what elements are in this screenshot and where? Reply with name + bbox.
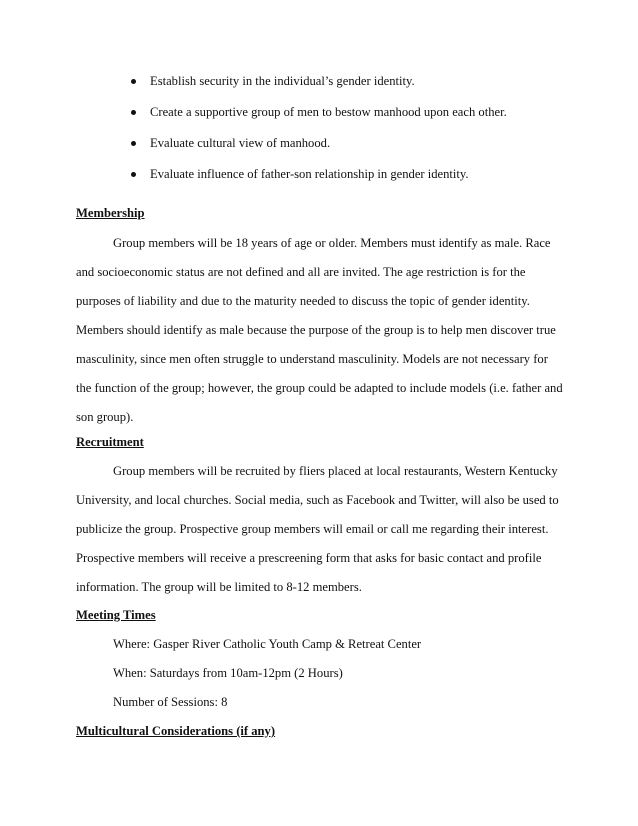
recruitment-heading: Recruitment bbox=[76, 435, 144, 449]
meeting-times-heading: Meeting Times bbox=[76, 608, 156, 622]
membership-paragraph bbox=[76, 234, 566, 437]
paragraph-line: and socioeconomic status are not defined and all are invited. The age restriction is for the bbox=[76, 265, 526, 279]
bullet-icon bbox=[131, 79, 136, 84]
paragraph-line: masculinity, since men often struggle to understand masculinity. Models are not necessary for bbox=[76, 352, 548, 366]
paragraph-line: Members should identify as male because the purpose of the group is to help men discover true bbox=[76, 323, 556, 337]
meeting-schedule: When: Saturdays from 10am-12pm (2 Hours) bbox=[113, 666, 343, 680]
goals-bullet-list bbox=[0, 72, 638, 196]
paragraph-line: Prospective members will receive a prescreening form that asks for basic contact and profile bbox=[76, 551, 542, 565]
bullet-item bbox=[0, 72, 638, 103]
bullet-icon bbox=[131, 172, 136, 177]
paragraph-line: purposes of liability and due to the maturity needed to discuss the topic of gender identity. bbox=[76, 294, 530, 308]
bullet-text: Evaluate influence of father-son relationship in gender identity. bbox=[150, 167, 469, 181]
bullet-text: Evaluate cultural view of manhood. bbox=[150, 136, 331, 150]
meeting-location: Where: Gasper River Catholic Youth Camp & Retreat Center bbox=[113, 637, 422, 651]
paragraph-line: University, and local churches. Social media, such as Facebook and Twitter, will also be used to bbox=[76, 493, 559, 507]
multicultural-heading: Multicultural Considerations (if any) bbox=[76, 724, 276, 738]
bullet-icon bbox=[131, 110, 136, 115]
bullet-text: Establish security in the individual’s gender identity. bbox=[150, 74, 415, 88]
paragraph-line: Group members will be 18 years of age or older. Members must identify as male. Race bbox=[113, 236, 551, 250]
bullet-item bbox=[0, 165, 638, 196]
bullet-item bbox=[0, 103, 638, 134]
paragraph-line: information. The group will be limited to 8-12 members. bbox=[76, 580, 362, 594]
bullet-icon bbox=[131, 141, 136, 146]
paragraph-line: Group members will be recruited by fliers placed at local restaurants, Western Kentucky bbox=[113, 464, 558, 478]
recruitment-paragraph bbox=[76, 462, 566, 607]
bullet-text: Create a supportive group of men to bestow manhood upon each other. bbox=[150, 105, 507, 119]
bullet-item bbox=[0, 134, 638, 165]
paragraph-line: the function of the group; however, the group could be adapted to include models (i.e. father and bbox=[76, 381, 563, 395]
membership-heading: Membership bbox=[76, 206, 145, 220]
meeting-session-count: Number of Sessions: 8 bbox=[113, 695, 228, 709]
paragraph-line: publicize the group. Prospective group members will email or call me regarding their interest. bbox=[76, 522, 549, 536]
paragraph-line: son group). bbox=[76, 410, 134, 424]
